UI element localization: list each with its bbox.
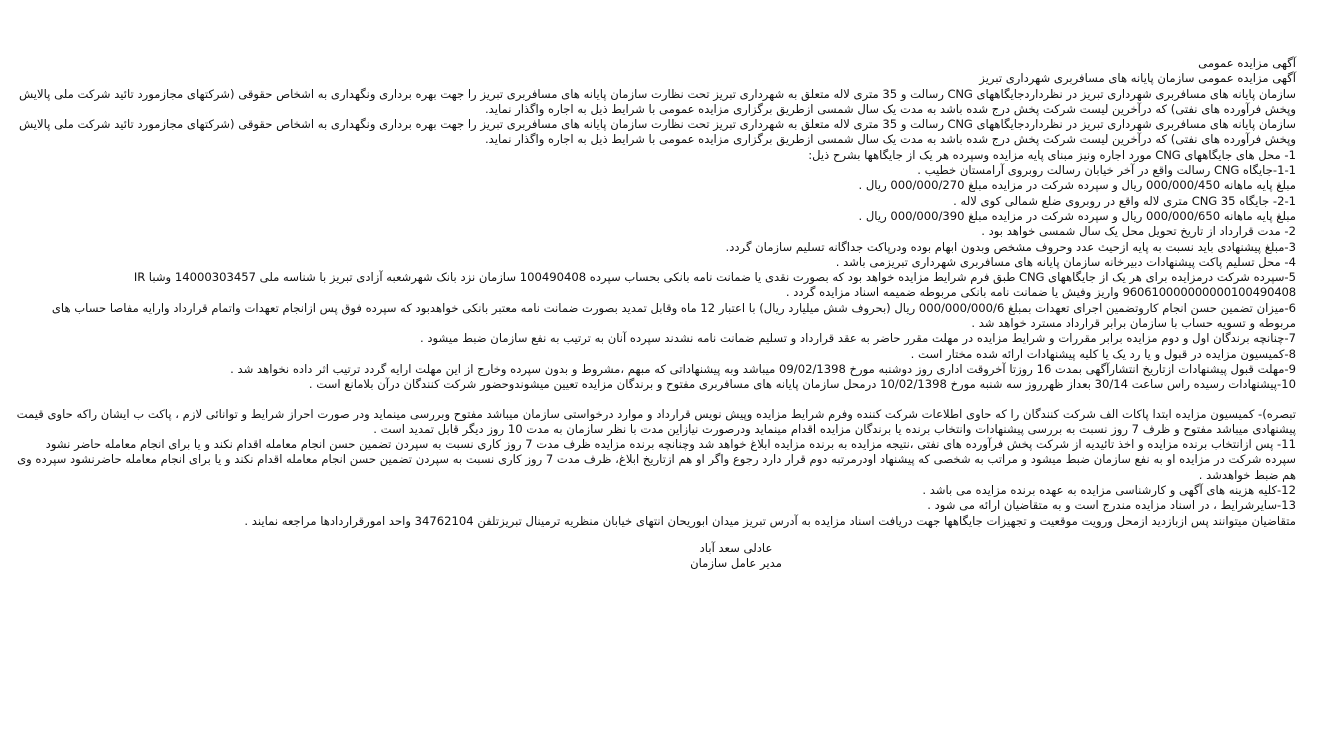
announcement-paragraph: 1-1-جایگاه CNG رسالت واقع در آخر خیابان رسالت روبروی آرامستان خطیب . <box>917 163 1296 178</box>
announcement-paragraph: 5-سپرده شرکت درمزایده برای هر یک از جایگاههای CNG طبق فرم شرایط مزایده خواهد بود که بصورت نقدی یا ضمانت نامه بانکی بحساب سپرده 100490408 سازمان نزد بانک شهرشعبه آزادی تبریز با شناسه ملی 14000303457 وشبا IR 960610000000000100490408 واریز وفیش یا ضمانت نامه بانکی مربوطه ضمیمه اسناد مزایده گردد . <box>133 270 1296 300</box>
announcement-paragraph: 7-چنانچه برندگان اول و دوم مزایده برابر مقررات و شرایط مزایده در مهلت مقرر حاضر به عقد قرارداد و تسلیم ضمانت نامه نشدند سپرده آنان به ترتیب به نفع سازمان ضبط میشود . <box>420 331 1296 346</box>
announcement-document <box>14 56 1296 572</box>
announcement-paragraph: 11- پس ازانتخاب برنده مزایده و اخذ تائیدیه از شرکت پخش فرآورده های نفتی ،نتیجه مزایده به برنده مزایده ابلاغ خواهد شد وچنانچه برنده مزایده ظرف مدت 7 روز کاری نسبت به سپردن تضمین حسن انجام معامله اقدام نکند و یا برای انجام معامله حاضر نشود سپرده شرکت در مزایده او به نفع سازمان ضبط میشود و مراتب به شخصی که پیشنهاد اودرمرتبه دوم قرار دارد رجوع واگر او هم ازتاریخ ابلاغ، ظرف مدت 7 روز کاری نسبت به سپردن تضمین حسن انجام معامله اقدام نکند و یا برای انجام معامله حاضرنشود سپرده وی هم ضبط خواهدشد . <box>17 437 1296 482</box>
announcement-paragraph: مبلغ پایه ماهانه 000/000/650 ریال و سپرده شرکت در مزایده مبلغ 000/000/390 ریال . <box>858 208 1296 223</box>
announcement-paragraph: 3-مبلغ پیشنهادی باید نسبت به پایه ازحیث عدد وحروف مشخص وبدون ابهام بوده ودرپاکت جداگانه تسلیم سازمان گردد. <box>725 239 1296 254</box>
announcement-paragraph: 4- محل تسلیم پاکت پیشنهادات دبیرخانه سازمان پایانه های مسافربری شهرداری تبریزمی باشد . <box>835 254 1296 269</box>
announcement-paragraph: سازمان پایانه های مسافربری شهرداری تبریز در نظرداردجایگاههای CNG رسالت و 35 متری لاله متعلق به شهرداری تبریز تحت نظارت سازمان پایانه های مسافربری تبریز را جهت بهره برداری ونگهداری به اشخاص حقوقی (شرکتهای مجازمورد تائید شرکت ملی پالایش وپخش فرآورده های نفتی) که درآخرین لیست شرکت پخش درج شده باشد به مدت یک سال شمسی ازطریق برگزاری مزایده عمومی با شرایط ذیل به اجاره واگذار نماید. <box>19 117 1296 147</box>
announcement-paragraph: مبلغ پایه ماهانه 000/000/450 ریال و سپرده شرکت در مزایده مبلغ 000/000/270 ریال . <box>858 178 1296 193</box>
announcement-paragraph: 12-کلیه هزینه های آگهی و کارشناسی مزایده به عهده برنده مزایده می باشد . <box>922 483 1296 498</box>
announcement-paragraph: 2- مدت قرارداد از تاریخ تحویل محل یک سال شمسی خواهد بود . <box>981 224 1296 239</box>
announcement-paragraph: سازمان پایانه های مسافربری شهرداری تبریز در نظرداردجایگاههای CNG رسالت و 35 متری لاله متعلق به شهرداری تبریز تحت نظارت سازمان پایانه های مسافربری تبریز را جهت بهره برداری ونگهداری به اشخاص حقوقی (شرکتهای مجازمورد تائید شرکت ملی پالایش وپخش فرآورده های نفتی) که درآخرین لیست شرکت پخش درج شده باشد به مدت یک سال شمسی ازطریق برگزاری مزایده عمومی با شرایط ذیل به اجاره واگذار نماید. <box>19 86 1296 116</box>
announcement-paragraph: 13-سایرشرایط ، در اسناد مزایده مندرج است و به متقاضیان ارائه می شود . <box>927 498 1296 513</box>
announcement-paragraph: تبصره)- کمیسیون مزایده ابتدا پاکات الف شرکت کنندگان را که حاوی اطلاعات شرکت کننده وفرم شرایط مزایده وپیش نویس قرارداد و موارد درخواستی سازمان میباشد مفتوح وبررسی مینماید ودر صورت احراز شرایط و توانائی لازم ، پاکت ب ایشان راکه حاوی قیمت پیشنهادی میباشد مفتوح و ظرف 7 روز نسبت به بررسی پیشنهادات وانتخاب برنده یا برندگان مزایده اقدام مینماید ودرصورت نیازاین مدت با نظر سازمان به مدت 10 روز دیگر قابل تمدید است . <box>16 406 1296 436</box>
signatory-name: عادلی سعد آباد <box>699 540 773 555</box>
document-subtitle: آگهی مزایده عمومی سازمان پایانه های مسافربری شهرداری تبریز <box>979 71 1296 86</box>
announcement-paragraph: 9-مهلت قبول پیشنهادات ازتاریخ انتشارآگهی بمدت 16 روزتا آخروقت اداری روز دوشنبه مورخ 09/02/1398 میباشد وبه پیشنهاداتی که مبهم ،مشروط و بدون سپرده وخارج از این مهلت ارایه گردد ترتیب اثر داده نخواهد شد . <box>230 361 1296 376</box>
announcement-paragraph: 10-پیشنهادات رسیده راس ساعت 30/14 بعداز ظهرروز سه شنبه مورخ 10/02/1398 درمحل سازمان پایانه های مسافربری مفتوح و برندگان مزایده تعیین میشوندوحضور شرکت کنندگان درآن بلامانع است . <box>308 377 1296 392</box>
announcement-paragraph: 2-1- جایگاه 35 CNG متری لاله واقع در روبروی ضلع شمالی کوی لاله . <box>953 193 1296 208</box>
announcement-paragraph: 1- محل های جایگاههای CNG مورد اجاره ونیز مبنای پایه مزایده وسپرده هر یک از جایگاهها بشرح ذیل: <box>808 147 1296 162</box>
announcement-paragraph: متقاضیان میتوانند پس ازبازدید ازمحل ورویت موقعیت و تجهیزات جایگاهها جهت دریافت اسناد مزایده به آدرس تبریز میدان ابوریحان انتهای خیابان منظریه ترمینال تبریزتلفن 34762104 واحد امورقراردادها مراجعه نمایند . <box>244 513 1296 528</box>
announcement-paragraph: 8-کمیسیون مزایده در قبول و یا رد یک یا کلیه پیشنهادات ارائه شده مختار است . <box>910 346 1296 361</box>
announcement-paragraph <box>14 393 1296 407</box>
announcement-paragraph: 6-میزان تضمین حسن انجام کاروتضمین اجرای تعهدات بمبلغ 000/000/000/6 ریال (بحروف شش میلیارد ریال) با اعتبار 12 ماه وقابل تمدید بصورت ضمانت نامه معتبر بانکی خواهدبود که سپرده فوق پس ازانجام تعهدات واتمام قرارداد وارایه مفاصا حساب های مربوطه و تسویه حساب با سازمان برابر قرارداد مسترد خواهد شد . <box>51 300 1296 331</box>
document-title: آگهی مزایده عمومی <box>1198 56 1296 70</box>
signatory-title: مدیر عامل سازمان <box>690 556 782 571</box>
